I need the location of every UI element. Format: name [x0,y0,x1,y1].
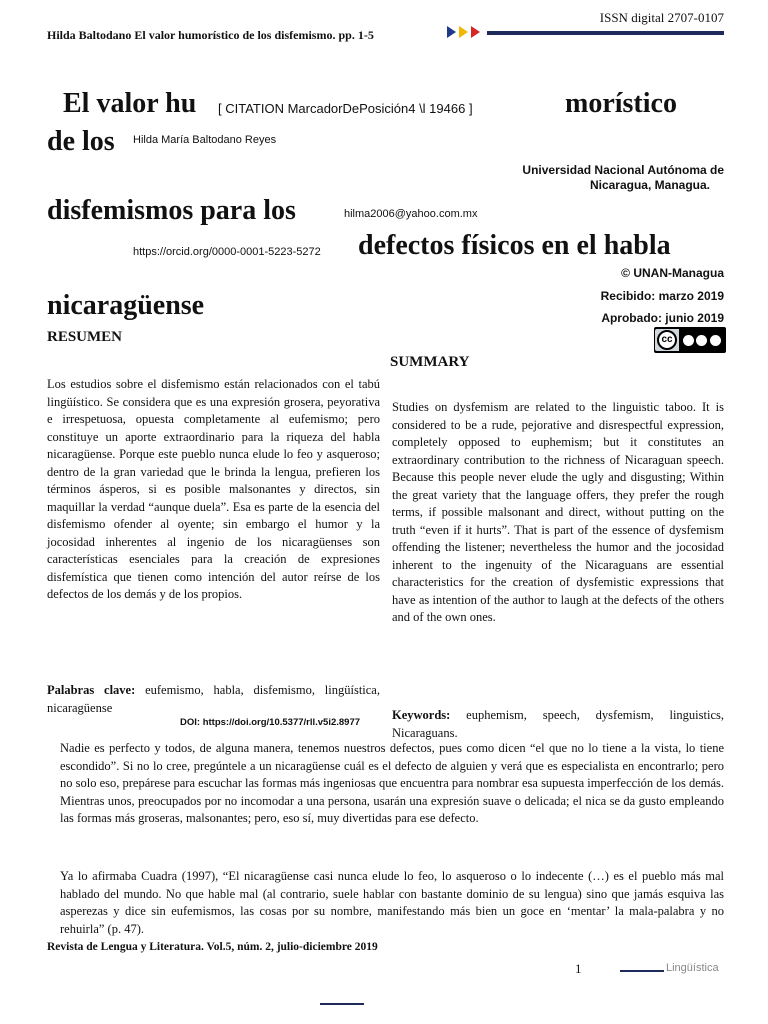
title-part-5: defectos físicos en el habla [358,230,671,261]
title-part-3: de los [47,126,115,157]
affiliation-line-1: Universidad Nacional Autónoma de [522,163,724,177]
triangle-blue-icon [447,26,456,38]
affiliation [522,163,724,193]
received-date: Recibido: marzo 2019 [600,289,724,303]
body-paragraph-1: Nadie es perfecto y todos, de alguna manera, tenemos nuestros defectos, pues como dicen “el que no lo tiene a la vista, lo tiene escondido”. Si no lo cree, pregúntele a un nicaragüense cuál es el defecto de alguien y verá que es especialista en encontrarlo; pero no solo eso, prepárese para escuchar las formas más ingeniosas que encuentra para nombrar esa supuesta imperfección de los demás. Mientras unos, preocupados por no incomodar a una persona, usarán una expresión suave o delicada; el nica se da gusto empleando las formas más groseras, malsonantes; pero, eso sí, muy divertidas para ese defecto. [60,741,724,825]
author-name: Hilda María Baltodano Reyes [133,134,277,146]
summary-heading: SUMMARY [390,354,470,370]
copyright: © UNAN-Managua [621,266,724,280]
summary-keywords [392,707,724,742]
cc-license-badge[interactable] [654,327,726,353]
journal-footer: Revista de Lengua y Literatura. Vol.5, núm. 2, julio-diciembre 2019 [47,941,378,953]
resumen-heading: RESUMEN [47,329,123,345]
footer-rule [620,970,664,972]
running-title: Hilda Baltodano El valor humorístico de los disfemismo. pp. 1-5 [47,28,374,42]
title-part-4: disfemismos para los [47,195,296,226]
page-number: 1 [575,961,582,976]
title-part-1: El valor hu [63,88,197,119]
cc-terms-icon [679,335,725,346]
cc-logo-icon: cc [655,329,679,351]
title-part-2: morístico [565,88,677,119]
author-email[interactable]: hilma2006@yahoo.com.mx [344,208,478,220]
bottom-rule [320,1003,364,1005]
keywords-values: eufemismo, habla, disfemismo, lingüística, nicaragüense [47,683,380,715]
resumen-keywords [47,682,380,717]
body-paragraph-2: Ya lo afirmaba Cuadra (1997), “El nicaragüense casi nunca elude lo feo, lo asqueroso o lo indecente (…) es el pueblo más mal hablado del mundo. No que hable mal (al contrario, suele hablar con bastante dominio de su lengua) sino que jamás esquiva las asperezas y dice sin eufemismos, las cosas por su nombre, manifestando más bien un goce en ‘mentar’ la mala-palabra y no rehuirla” (p. 47). [60,869,724,936]
citation-placeholder: [ CITATION MarcadorDePosición4 \l 19466 ] [218,101,473,116]
issn-label: ISSN digital 2707-0107 [599,10,724,25]
triangle-yellow-icon [459,26,468,38]
section-label: Lingüística [666,962,719,974]
summary-keywords-values: euphemism, speech, dysfemism, linguistics, Nicaraguans. [392,708,724,740]
keywords-label: Palabras clave: [47,683,136,697]
orcid-link[interactable]: https://orcid.org/0000-0001-5223-5272 [133,246,321,258]
title-part-6: nicaragüense [47,290,205,321]
affiliation-line-2: Nicaragua, Managua. [589,178,710,192]
resumen-text: Los estudios sobre el disfemismo están relacionados con el tabú lingüístico. Se considera que es una expresión grosera, peyorativa e irrespetuosa, opuesta completamente al eufemismo; pero constituye un aporte extraordinario para la riqueza del habla nicaragüense. Porque este pueblo nunca elude lo feo y asqueroso; dentro de la gran variedad que le brinda la lengua, prefieren los términos ásperos, si es posible malsonantes y directos, sin maquillar la verdad “aunque duela”. Esa es parte de la esencia del disfemismo ofender al oyente; sin embargo el humor y la jocosidad inherentes al ingenio de los nicaragüenses son características esenciales para la creación de expresiones disfemística que tienen como intención del autor reírse de los defectos de los demás y de los propios. [47,377,380,601]
header-bar [487,31,724,35]
summary-text: Studies on dysfemism are related to the linguistic taboo. It is considered to be a rude, pejorative and disrespectful expression, completely opposed to euphemism; but it constitutes an extraordinary contribution to the richness of Nicaraguan speech. Because this people never elude the ugly and disgusting; Within the great variety that the language offers, they prefer the rough terms, if possible malsonant and direct, without putting on the truth “even if it hurts”. That is part of the essence of dysfemism offending the listener; nevertheless the humor and the jocosidad inherent to the ingenuity of the Nicaraguans are essential characteristics for the creation of dysfemistic expressions that have as intention of the author to laugh at the defects of the others and of the own ones. [392,400,724,624]
summary-keywords-label: Keywords: [392,708,451,722]
doi-link[interactable]: DOI: https://doi.org/10.5377/rll.v5i2.8977 [180,717,361,728]
triangle-red-icon [471,26,480,38]
approved-date: Aprobado: junio 2019 [601,311,724,325]
